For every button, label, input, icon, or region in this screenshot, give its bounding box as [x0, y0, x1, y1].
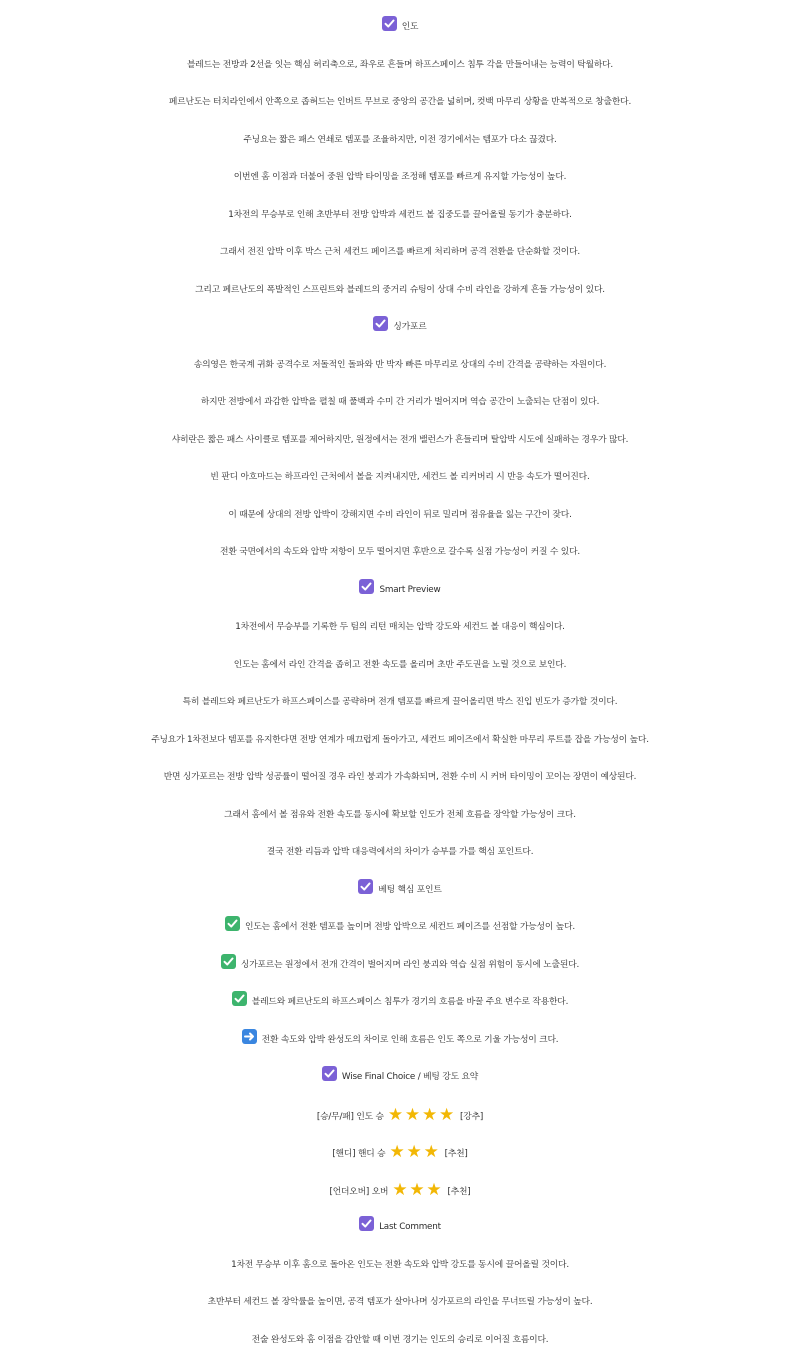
paragraph-line: 송의영은 한국계 귀화 공격수로 저돌적인 돌파와 반 박자 빠른 마무리로 상대의 수비 간격을 공략하는 자원이다. [193, 359, 607, 370]
star-icon: ★ [439, 1104, 455, 1125]
section-heading [0, 577, 800, 615]
paragraph-line: 이번엔 홈 이점과 더불어 중원 압박 타이밍을 조정해 템포를 빠르게 유지할 가능성이 높다. [233, 172, 567, 182]
paragraph-line: 블레드는 전방과 2선을 잇는 핵심 허리축으로, 좌우로 흔들며 하프스페이스 침투 각을 만들어내는 능력이 탁월하다. [186, 59, 614, 70]
star-icon: ★ [423, 1142, 439, 1162]
star-icon: ★ [387, 1104, 403, 1125]
paragraph-line: 전술 완성도와 홈 이점을 감안할 때 이번 경기는 인도의 승리로 이어질 흐름이다. [251, 1334, 549, 1345]
check-point-line [0, 914, 800, 952]
paragraph-line: 전환 국면에서의 속도와 압박 저항이 모두 떨어지면 후반으로 갈수록 실점 가능성이 커질 수 있다. [220, 547, 580, 557]
checkbox-checked-icon [221, 954, 236, 969]
paragraph-line: 1차전의 무승부로 인해 초반부터 전방 압박과 세컨드 볼 집중도를 끌어올릴 동기가 충분하다. [228, 209, 572, 220]
star-rating [388, 1102, 456, 1130]
checkbox-checked-icon [322, 1066, 337, 1081]
pick-line [0, 1177, 800, 1215]
pick-line [0, 1102, 800, 1140]
checkbox-checked-icon [358, 879, 373, 894]
paragraph-line: 하지만 전방에서 과감한 압박을 펼칠 때 풀백과 수미 간 거리가 벌어지며 역습 공간이 노출되는 단점이 있다. [200, 397, 600, 407]
pick-label: [승/무/패] 인도 승 [316, 1111, 384, 1122]
check-point-text: 싱가포르는 원정에서 전개 간격이 벌어지며 라인 붕괴와 역습 실점 위험이 동시에 노출된다. [240, 959, 580, 970]
paragraph-line: 특히 블레드와 페르난도가 하프스페이스를 공략하며 전개 템포를 빠르게 끌어올리면 박스 진입 빈도가 증가할 것이다. [182, 697, 618, 707]
arrow-right-icon [242, 1029, 257, 1044]
pick-strength: [추천] [447, 1186, 471, 1197]
pick-label: [핸디] 핸디 승 [332, 1149, 386, 1159]
star-icon: ★ [409, 1179, 425, 1200]
star-icon: ★ [392, 1179, 408, 1200]
star-icon: ★ [426, 1179, 442, 1200]
paragraph-line: 1차전에서 무승부를 기록한 두 팀의 리턴 매치는 압박 강도와 세컨드 볼 대응이 핵심이다. [235, 622, 565, 632]
checkbox-checked-icon [373, 316, 388, 331]
check-point-line [0, 989, 800, 1027]
pick-strength: [강추] [460, 1111, 484, 1122]
paragraph-line: 반면 싱가포르는 전방 압박 성공률이 떨어질 경우 라인 붕괴가 가속화되며, 전환 수비 시 커버 타이밍이 꼬이는 장면이 예상된다. [163, 772, 637, 782]
check-point-text: 인도는 홈에서 전환 템포를 높이며 전방 압박으로 세컨드 페이즈를 선점할 가능성이 높다. [245, 922, 575, 932]
check-point-line [0, 952, 800, 990]
paragraph-line: 결국 전환 리듬과 압박 대응력에서의 차이가 승부를 가를 핵심 포인트다. [266, 847, 534, 857]
star-rating [389, 1139, 440, 1167]
arrow-point-text: 전환 속도와 압박 완성도의 차이로 인해 흐름은 인도 쪽으로 기울 가능성이 크다. [261, 1034, 559, 1045]
checkbox-checked-icon [225, 916, 240, 931]
section-heading-text: Wise Final Choice / 베팅 강도 요약 [341, 1072, 479, 1082]
section-heading [0, 314, 800, 352]
checkbox-checked-icon [232, 991, 247, 1006]
pick-label: [언더오버] 오버 [329, 1186, 389, 1197]
paragraph-line: 이 때문에 상대의 전방 압박이 강해지면 수비 라인이 뒤로 밀리며 점유율을 잃는 구간이 잦다. [228, 509, 572, 520]
paragraph-line: 초반부터 세컨드 볼 장악률을 높이면, 공격 템포가 살아나며 싱가포르의 라인을 무너뜨릴 가능성이 높다. [207, 1297, 593, 1307]
checkbox-checked-icon [359, 579, 374, 594]
star-icon: ★ [389, 1142, 405, 1162]
star-icon: ★ [421, 1104, 437, 1125]
paragraph-line: 그래서 홈에서 볼 점유와 전환 속도를 동시에 확보할 인도가 전체 흐름을 장악할 가능성이 크다. [224, 809, 576, 820]
star-icon: ★ [406, 1142, 422, 1162]
paragraph-line: 주닝요는 짧은 패스 연쇄로 템포를 조율하지만, 이전 경기에서는 템포가 다소 끊겼다. [243, 134, 557, 145]
paragraph-line: 인도는 홈에서 라인 간격을 좁히고 전환 속도를 올리며 초반 주도권을 노릴 것으로 보인다. [233, 659, 567, 670]
paragraph-line: 샤히란은 짧은 패스 사이클로 템포를 제어하지만, 원정에서는 전개 밸런스가 흔들리며 탈압박 시도에 실패하는 경우가 많다. [171, 434, 629, 445]
checkbox-checked-icon [359, 1216, 374, 1231]
star-rating [392, 1177, 443, 1205]
star-icon: ★ [404, 1104, 420, 1125]
paragraph-line: 페르난도는 터치라인에서 안쪽으로 좁혀드는 인버트 무브로 중앙의 공간을 넓히며, 컷백 마무리 상황을 반복적으로 창출한다. [168, 97, 632, 107]
paragraph-line: 그리고 페르난도의 폭발적인 스프린트와 블레드의 중거리 슈팅이 상대 수비 라인을 강하게 흔들 가능성이 있다. [195, 284, 605, 295]
section-heading [0, 1064, 800, 1102]
section-heading-text: Smart Preview [379, 584, 441, 595]
section-heading-text: Last Comment [379, 1222, 441, 1232]
paragraph-line: 그래서 전진 압박 이후 박스 근처 세컨드 페이즈를 빠르게 처리하며 공격 전환을 단순화할 것이다. [220, 247, 580, 257]
paragraph-line: 주닝요가 1차전보다 템포를 유지한다면 전방 연계가 매끄럽게 돌아가고, 세컨드 페이즈에서 확실한 마무리 루트를 잡을 가능성이 높다. [151, 734, 649, 745]
check-point-text: 블레드와 페르난도의 하프스페이스 침투가 경기의 흐름을 바꿀 주요 변수로 작용한다. [251, 997, 569, 1007]
section-heading-text: 베팅 핵심 포인트 [378, 884, 442, 895]
pick-strength: [추천] [444, 1149, 468, 1159]
section-heading [0, 877, 800, 915]
paragraph-line: 빈 판디 아흐마드는 하프라인 근처에서 볼을 지켜내지만, 세컨드 볼 리커버리 시 반응 속도가 떨어진다. [210, 472, 590, 482]
checkbox-checked-icon [382, 16, 397, 31]
section-heading-text: 싱가포르 [393, 322, 427, 332]
paragraph-line: 1차전 무승부 이후 홈으로 돌아온 인도는 전환 속도와 압박 강도를 동시에 끌어올릴 것이다. [231, 1259, 569, 1270]
section-heading [0, 14, 800, 52]
pick-line [0, 1139, 800, 1177]
section-heading-text: 인도 [401, 22, 419, 32]
section-heading [0, 1214, 800, 1252]
arrow-point-line [0, 1027, 800, 1065]
